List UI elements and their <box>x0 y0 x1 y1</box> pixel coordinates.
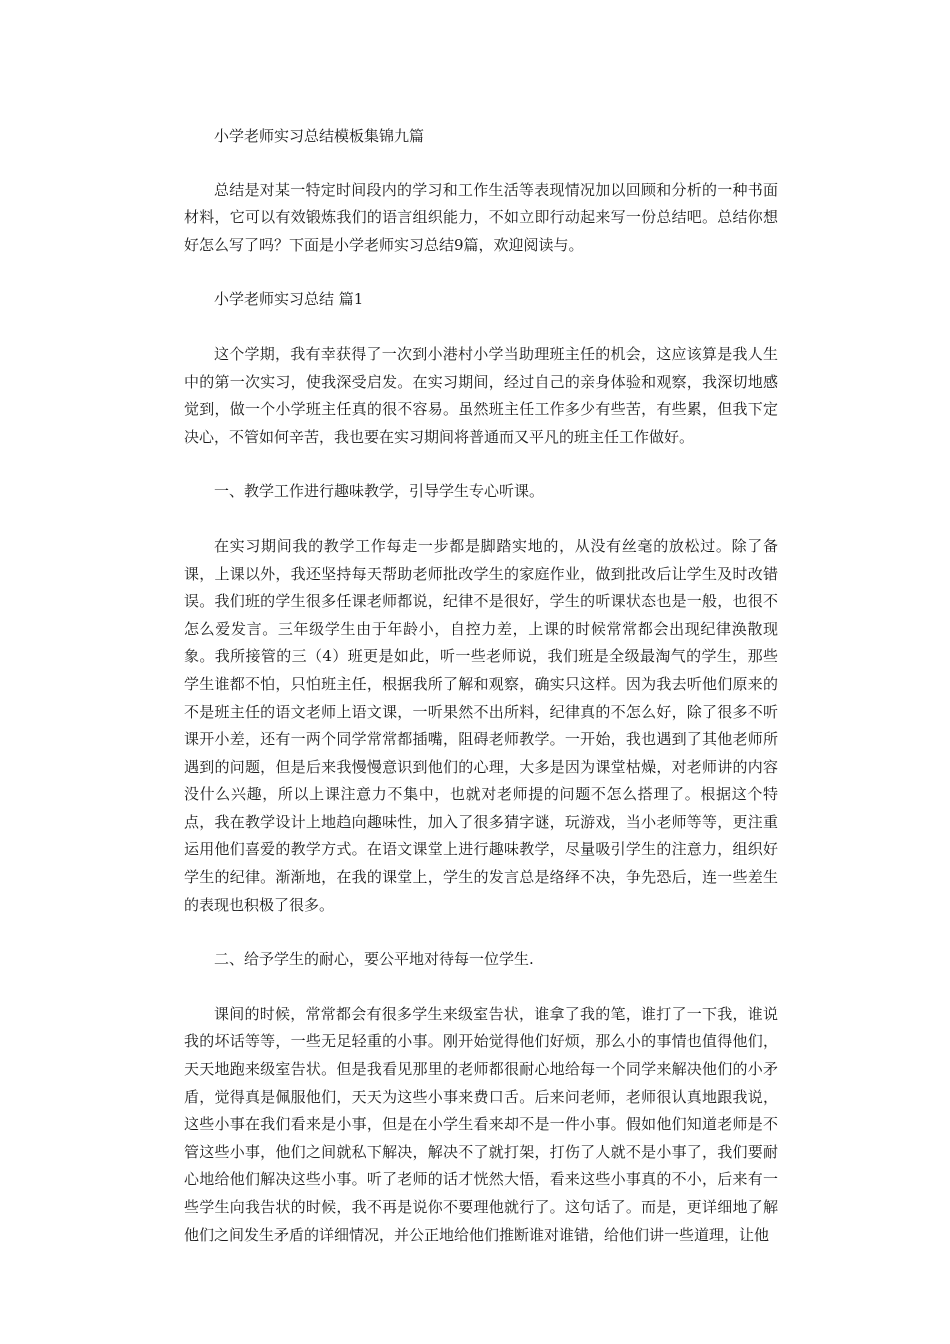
heading-2: 二、给予学生的耐心，要公平地对待每一位学生. <box>214 950 534 969</box>
paragraph-3: 课间的时候，常常都会有很多学生来级室告状，谁拿了我的笔，谁打了一下我，谁说我的坏话等等，一些无足轻重的小事。刚开始觉得他们好烦，那么小的事情也值得他们，天天地跑来级室告状。但是我看见那里的老师都很耐心地给每一个同学来解决他们的小矛盾，觉得真是佩服他们，天天为这些小事来费口舌。后来问老师，老师很认真地跟我说，这些小事在我们看来是小事，但是在小学生看来却不是一件小事。假如他们知道老师是不管这些小事，他们之间就私下解决，解决不了就打架，打伤了人就不是小事了，我们要耐心地给他们解决这些小事。听了老师的话才恍然大悟，看来这些小事真的不小，后来有一些学生向我告状的时候，我不再是说你不要理他就行了。这句话了。而是，更详细地了解他们之间发生矛盾的详细情况，并公正地给他们推断谁对谁错，给他们讲一些道理，让他 <box>184 1004 778 1244</box>
document-title: 小学老师实习总结模板集锦九篇 <box>214 127 425 145</box>
heading-1: 一、教学工作进行趣味教学，引导学生专心听课。 <box>214 482 545 501</box>
document-body <box>184 123 778 1276</box>
paragraph-2: 在实习期间我的教学工作每走一步都是脚踏实地的，从没有丝毫的放松过。除了备课，上课以外，我还坚持每天帮助老师批改学生的家庭作业，做到批改后让学生及时改错误。我们班的学生很多任课老师都说，纪律不是很好，学生的听课状态也是一般，也很不怎么爱发言。三年级学生由于年龄小，自控力差，上课的时候常常都会出现纪律涣散现象。我所接管的三（4）班更是如此，听一些老师说，我们班是全级最淘气的学生，那些学生谁都不怕，只怕班主任，根据我所了解和观察，确实只这样。因为我去听他们原来的不是班主任的语文老师上语文课，一听果然不出所料，纪律真的不怎么好，除了很多不听课开小差，还有一两个同学常常都插嘴，阻碍老师教学。一开始，我也遇到了其他老师所遇到的问题，但是后来我慢慢意识到他们的心理，大多是因为课堂枯燥，对老师讲的内容没什么兴趣，所以上课注意力不集中，也就对老师提的问题不怎么搭理了。根据这个特点，我在教学设计上地趋向趣味性，加入了很多猜字谜，玩游戏，当小老师等等，更注重运用他们喜爱的教学方式。在语文课堂上进行趣味教学，尽量吸引学生的注意力，组织好学生的纪律。渐渐地，在我的课堂上，学生的发言总是络绎不决，争先恐后，连一些差生的表现也积极了很多。 <box>184 536 778 914</box>
intro-paragraph: 总结是对某一特定时间段内的学习和工作生活等表现情况加以回顾和分析的一种书面材料，它可以有效锻炼我们的语言组织能力，不如立即行动起来写一份总结吧。总结你想好怎么写了吗？下面是小学老师实习总结9篇，欢迎阅读与。 <box>184 180 778 254</box>
section-title: 小学老师实习总结 篇1 <box>214 290 364 309</box>
paragraph-1: 这个学期，我有幸获得了一次到小港村小学当助理班主任的机会，这应该算是我人生中的第一次实习，使我深受启发。在实习期间，经过自己的亲身体验和观察，我深切地感觉到，做一个小学班主任真的很不容易。虽然班主任工作多少有些苦，有些累，但我下定决心，不管如何辛苦，我也要在实习期间将普通而又平凡的班主任工作做好。 <box>184 344 778 446</box>
